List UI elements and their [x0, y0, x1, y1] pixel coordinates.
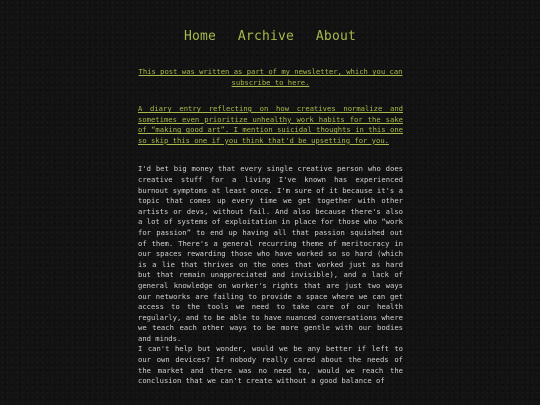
- paragraph-2: I can't help but wonder, would we be any better if left to our own devices? If nobody really cared about the needs of the market and there was no need to, would we reach the conclusion that we can't create without a good balance of: [138, 344, 403, 386]
- nav-link-home[interactable]: Home: [183, 29, 217, 44]
- post-summary-link[interactable]: A diary entry reflecting on how creatives normalize and sometimes even prioritize unhealthy work habits for the sake of “making good art”. I mention suicidal thoughts in this one so skip this one if you think that'd be upsetting for you.: [138, 104, 403, 145]
- newsletter-subscribe-link[interactable]: This post was written as part of my newsletter, which you can subscribe to here.: [138, 67, 403, 87]
- post-content: [138, 67, 403, 387]
- paragraph-1: I'd bet big money that every single creative person who does creative stuff for a living I've known has experienced burnout symptoms at least once. I'm sure of it because it's a topic that comes up every time we get together with other artists or devs, without fail. And also because there's also a lot of systems of exploitation in place for those who “work for passion” to end up having all that passion squished out of them. There's a general recurring theme of meritocracy in our spaces rewarding those who have worked so so hard (which is a lie that thrives on the ones that worked just as hard but that remain unappreciated and invisible), and a lack of general knowledge on worker's rights that are just two ways our networks are failing to provide a space where we can get access to the tools we need to take care of our health regularly, and to be able to have nuanced conversations where we teach each other ways to be more gentle with our bodies and minds.: [138, 164, 403, 343]
- nav-link-archive[interactable]: Archive: [237, 29, 295, 44]
- nav-link-about[interactable]: About: [315, 29, 357, 44]
- post-body: [138, 164, 403, 386]
- top-navigation: [0, 29, 540, 44]
